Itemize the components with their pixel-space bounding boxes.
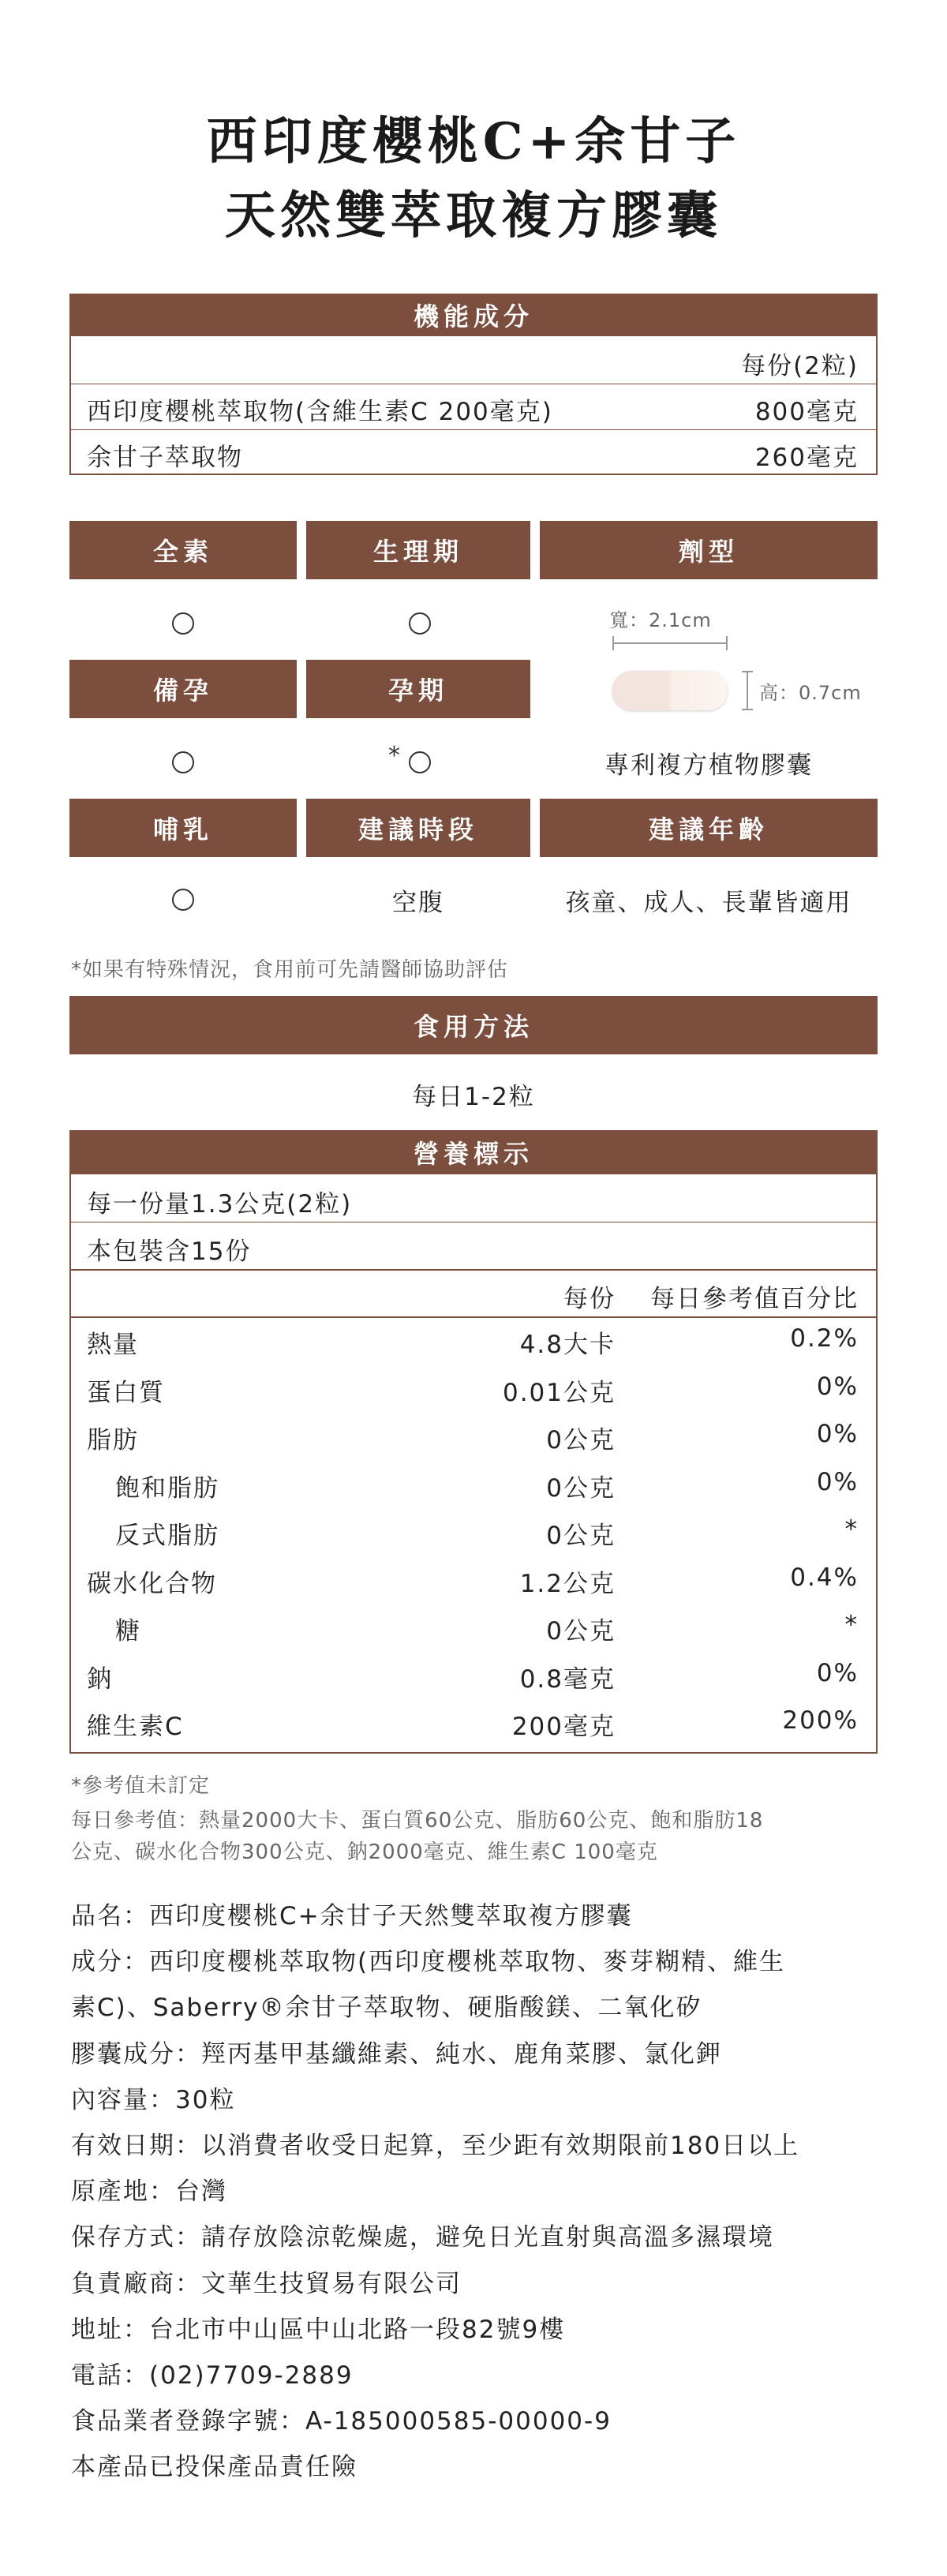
nutrition-row-name: 熱量 [87,1331,139,1359]
nutrition-row-name: 糖 [115,1617,141,1646]
nutrition-row-per: 200毫克 [511,1713,616,1741]
nutrition-row-dv: 0.2% [790,1324,859,1353]
nutrition-note-2: 每日參考值：熱量2000大卡、蛋白質60公克、脂肪60公克、飽和脂肪18 [71,1809,764,1833]
age-label: 建議年齡 [540,799,878,857]
product-info-line: 品名：西印度櫻桃C+余甘子天然雙萃取複方膠囊 [71,1902,633,1930]
nutrition-row-name: 反式脂肪 [115,1522,219,1550]
functional-item-amount: 800毫克 [754,398,859,426]
product-info-line: 本產品已投保產品責任險 [71,2453,357,2482]
attributes-footnote: *如果有特殊情況，食用前可先請醫師協助評估 [71,958,509,982]
nutrition-row-dv: 0% [816,1467,859,1496]
nutrition-row-name: 脂肪 [87,1426,139,1455]
functional-item-name: 西印度櫻桃萃取物(含維生素C 200毫克) [87,398,553,426]
nutrition-row-dv: 0% [816,1372,859,1401]
product-info-line: 內容量：30粒 [71,2085,236,2114]
nutrition-row-per: 0.01公克 [502,1378,616,1407]
age-value: 孩童、成人、長輩皆適用 [565,889,852,917]
product-info-line: 電話：(02)7709-2889 [71,2361,354,2390]
functional-item-amount: 260毫克 [754,444,859,472]
nutrition-row-per: 1.2公克 [519,1569,616,1598]
nutrition-row-name: 鈉 [87,1664,113,1694]
product-info-line: 地址：台北市中山區中山北路一段82號9樓 [71,2315,566,2344]
pregnancy-circle-icon [409,751,431,773]
nutrition-row-per: 0公克 [546,1522,616,1550]
nutrition-row-dv: 0% [816,1420,859,1448]
prep-pregnancy-label: 備孕 [69,660,297,718]
timing-value: 空腹 [392,889,444,917]
vegan-circle-icon [172,612,194,635]
product-info-line: 素C)、Saberry®余甘子萃取物、硬脂酸鎂、二氧化矽 [71,1994,702,2023]
functional-item-name: 余甘子萃取物 [87,444,243,472]
usage-value: 每日1-2粒 [412,1083,535,1111]
nutrition-table [69,1130,878,1754]
product-info-line: 有效日期：以消費者收受日起算，至少距有效期限前180日以上 [71,2132,800,2160]
period-circle-icon [409,612,431,635]
capsule-width: 寬：2.1cm [609,609,712,631]
product-info-line: 食品業者登錄字號：A-185000585-00000-9 [71,2407,612,2436]
product-info-line: 原產地：台灣 [71,2177,227,2207]
lactation-label: 哺乳 [69,799,297,857]
nutrition-note-1: *參考值未訂定 [71,1774,211,1798]
col-per-serving: 每份 [563,1285,616,1313]
product-info-line: 保存方式：請存放陰涼乾燥處，避免日光直射與高溫多濕環境 [71,2223,774,2252]
nutrition-row-per: 0公克 [546,1617,616,1646]
nutrition-row-name: 碳水化合物 [87,1569,217,1598]
capsule-icon [612,671,728,710]
functional-per-serving: 每份(2粒) [741,352,859,380]
pregnancy-label: 孕期 [306,660,530,718]
serving-size: 每一份量1.3公克(2粒) [87,1190,353,1219]
nutrition-row-name: 蛋白質 [87,1378,165,1407]
nutrition-row-per: 0公克 [546,1426,616,1455]
title-line-1: 西印度櫻桃C+余甘子 [206,112,741,171]
nutrition-row-dv: 200% [782,1706,859,1735]
functional-header: 機能成分 [69,294,878,336]
lactation-circle-icon [172,889,194,911]
nutrition-row-dv: 0.4% [790,1563,859,1592]
product-info-line: 成分：西印度櫻桃萃取物(西印度櫻桃萃取物、麥芽糊精、維生 [71,1948,786,1977]
period-label: 生理期 [306,521,530,579]
functional-table [69,294,878,475]
nutrition-row-dv: * [844,1611,859,1639]
vegan-label: 全素 [69,521,297,579]
nutrition-row-dv: * [844,1515,859,1544]
nutrition-row-per: 0公克 [546,1473,616,1503]
nutrition-note-3: 公克、碳水化合物300公克、鈉2000毫克、維生素C 100毫克 [71,1840,658,1864]
nutrition-row-name: 維生素C [87,1713,184,1741]
title-line-2: 天然雙萃取複方膠囊 [225,186,722,245]
usage-header: 食用方法 [69,996,878,1054]
form-value: 專利複方植物膠囊 [605,751,813,780]
pregnancy-asterisk: * [388,742,400,769]
col-daily-value: 每日參考值百分比 [650,1285,859,1313]
nutrition-header: 營養標示 [69,1130,878,1174]
servings-per-package: 本包裝含15份 [87,1237,252,1266]
product-info-line: 膠囊成分：羥丙基甲基纖維素、純水、鹿角菜膠、氯化鉀 [71,2039,722,2069]
width-line [612,642,728,644]
nutrition-row-per: 4.8大卡 [519,1331,616,1359]
prep-pregnancy-circle-icon [172,751,194,773]
product-info-line: 負責廠商：文華生技貿易有限公司 [71,2269,462,2298]
nutrition-row-name: 飽和脂肪 [115,1473,219,1503]
nutrition-row-dv: 0% [816,1658,859,1687]
timing-label: 建議時段 [306,799,530,857]
capsule-height: 高：0.7cm [759,682,862,704]
form-label: 劑型 [540,521,878,579]
nutrition-row-per: 0.8毫克 [519,1664,616,1694]
